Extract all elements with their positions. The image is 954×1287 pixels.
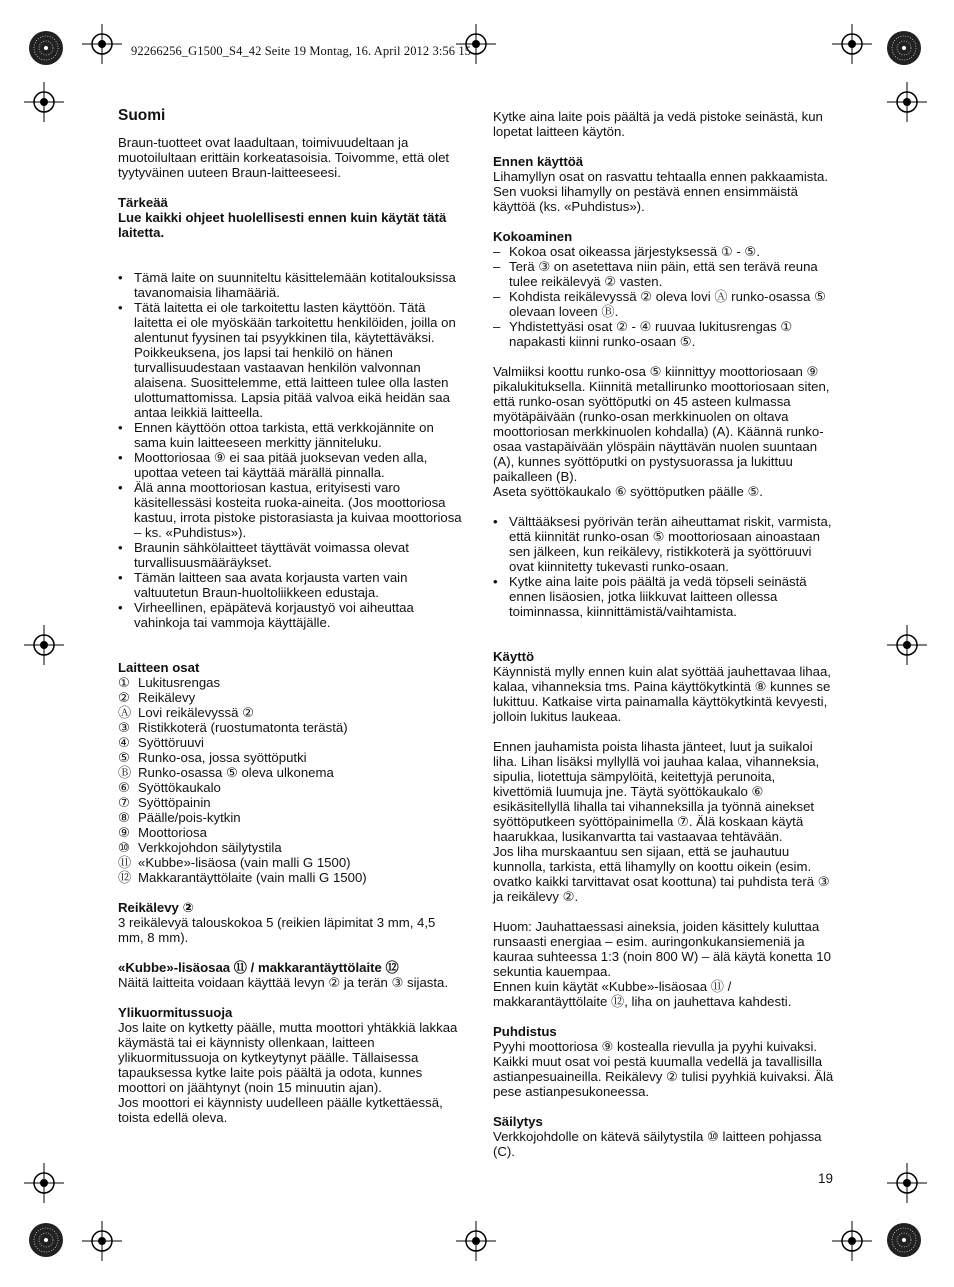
important-text: Lue kaikki ohjeet huolellisesti ennen kuin käytät tätä laitetta. [118, 210, 447, 240]
list-item: – Kokoa osat oikeassa järjestyksessä ① - ⑤. [493, 244, 760, 259]
bullet-icon: • [118, 540, 123, 555]
dash-icon: – [493, 289, 501, 304]
parts-list [118, 675, 463, 885]
warning-list [493, 514, 838, 619]
registration-mark-bottom-right [832, 1221, 872, 1261]
registration-mark-bottom-left [82, 1221, 122, 1261]
print-header: 92266256_G1500_S4_42 Seite 19 Montag, 16. April 2012 3:56 15 [131, 44, 472, 58]
starburst-wheel-bottom-left [28, 1222, 64, 1258]
bullet-icon: • [118, 270, 123, 285]
use-heading: Käyttö [493, 649, 535, 664]
starburst-wheel-top-right [886, 30, 922, 66]
page-number: 19 [818, 1171, 834, 1186]
use-text-1: Käynnistä mylly ennen kuin alat syöttää jauhettavaa lihaa, kalaa, vihanneksia tms. Paina käyttökytkintä ⑧ kunnes se lukittuu. Katkaise virta painamalla käyttökytkintä kevyesti, jolloin lukitus laukeaa. [493, 664, 831, 724]
note-text-2: Ennen kuin käytät «Kubbe»-lisäosaa ⑪ / makkarantäyttölaite ⑫, liha on jauhettava kahdesti. [493, 979, 792, 1009]
parts-row: ④ Syöttöruuvi [118, 735, 204, 750]
note-text-1: Huom: Jauhattaessasi aineksia, joiden käsittely kuluttaa runsaasti energiaa – esim. auringonkukansiemeniä ja kauraa suhteessa 1:3 (noin 800 W) – älä käytä konetta 10 sekuntia kauempaa. [493, 919, 831, 979]
parts-row: ⑥ Syöttökaukalo [118, 780, 221, 795]
overload-text-2: Jos moottori ei käynnisty uudelleen päälle kytkettäessä, toista edellä oleva. [118, 1095, 443, 1125]
parts-row: ② Reikälevy [118, 690, 196, 705]
list-item: • Moottoriosaa ⑨ ei saa pitää juoksevan veden alla, upottaa veteen tai käyttää märällä pinnalla. [118, 450, 428, 480]
list-item: – Kohdista reikälevyssä ② oleva lovi Ⓐ runko-osassa ⑤ olevaan loveen Ⓑ. [493, 289, 826, 319]
right-column [493, 109, 838, 1159]
parts-row: ⑦ Syöttöpainin [118, 795, 211, 810]
assembled-text-2: Aseta syöttökaukalo ⑥ syöttöputken päälle ⑤. [493, 484, 763, 499]
parts-row: ⑤ Runko-osa, jossa syöttöputki [118, 750, 307, 765]
registration-mark-bottom-center [456, 1221, 496, 1261]
plate-heading: Reikälevy ② [118, 900, 194, 915]
parts-row: ⑪ «Kubbe»-lisäosa (vain malli G 1500) [118, 855, 351, 870]
bullet-icon: • [118, 600, 123, 615]
starburst-wheel-top-left [28, 30, 64, 66]
assembly-heading: Kokoaminen [493, 229, 573, 244]
safety-list [118, 270, 463, 630]
list-item: • Älä anna moottoriosan kastua, erityisesti varo käsitellessäsi kosteita ruoka-aineita. (Jos moottoriosa kastuu, irrota pistoke pistorasiasta ja kuivaa moottoriosa – ks. «Puhdistus»). [118, 480, 462, 540]
parts-row: ⑨ Moottoriosa [118, 825, 207, 840]
registration-mark-left-lower [24, 1163, 64, 1203]
bullet-icon: • [118, 450, 123, 465]
use-text-3: Jos liha murskaantuu sen sijaan, että se jauhautuu kunnolla, tarkista, että lihamylly on koottu oikein (esim. ovatko kaikki tarvittavat osat koottuna) tai puhdista terä ③ ja reikälevy ②. [493, 844, 830, 904]
parts-row: Ⓑ Runko-osassa ⑤ oleva ulkonema [118, 765, 334, 780]
parts-row: ⑫ Makkarantäyttölaite (vain malli G 1500) [118, 870, 367, 885]
starburst-wheel-bottom-right [886, 1222, 922, 1258]
assembled-text-1: Valmiiksi koottu runko-osa ⑤ kiinnittyy moottoriosaan ⑨ pikalukituksella. Kiinnitä metallirunko moottoriosaan siten, että runko-osan syöttöputki on 45 asteen kulmassa myötäpäivään (runko-osan merkkinuolen on oltava moottoriosan merkkinuolen kohdalla) (A). Käännä runko-osaa vastapäivään ylöspäin näyttävän nuolen suuntaan (A), kunnes syöttöputki on pystysuorassa ja lukittuu paikalleen (B). [493, 364, 830, 484]
bullet-icon: • [118, 570, 123, 585]
bullet-icon: • [493, 514, 498, 529]
cleaning-text: Pyyhi moottoriosa ⑨ kostealla rievulla ja pyyhi kuivaksi. Kaikki muut osat voi pestä kuumalla vedellä ja tavallisilla astianpesuaineilla. Reikälevy ② tulisi pyyhkiä kuivaksi. Älä pese astianpesukoneessa. [493, 1039, 834, 1099]
registration-mark-top-left [82, 24, 122, 64]
dash-icon: – [493, 319, 501, 334]
parts-heading: Laitteen osat [118, 660, 200, 675]
dash-icon: – [493, 259, 501, 274]
parts-row: ⑧ Päälle/pois-kytkin [118, 810, 241, 825]
kubbe-text: Näitä laitteita voidaan käyttää levyn ② ja terän ③ sijasta. [118, 975, 449, 990]
list-item: • Braunin sähkölaitteet täyttävät voimassa olevat turvallisuusmääräykset. [118, 540, 409, 570]
plate-text: 3 reikälevyä talouskokoa 5 (reikien läpimitat 3 mm, 4,5 mm, 8 mm). [118, 915, 436, 945]
intro-paragraph: Braun-tuotteet ovat laadultaan, toimivuudeltaan ja muotoilultaan erittäin korkeatasoisia. Toivomme, että olet tyytyväinen uuteen Braun-laitteeseesi. [118, 135, 450, 180]
assembly-list [493, 244, 838, 349]
list-item: – Yhdistettyäsi osat ② - ④ ruuvaa lukitusrengas ① napakasti kiinni runko-osaan ⑤. [493, 319, 793, 349]
section-title-suomi: Suomi [118, 107, 166, 124]
cleaning-heading: Puhdistus [493, 1024, 557, 1039]
list-item: • Tämän laitteen saa avata korjausta varten vain valtuutetun Braun-huoltoliikkeen edustaja. [118, 570, 408, 600]
registration-mark-top-right [832, 24, 872, 64]
storage-heading: Säilytys [493, 1114, 543, 1129]
before-use-text: Lihamyllyn osat on rasvattu tehtaalla ennen pakkaamista. Sen vuoksi lihamylly on pestävä ennen ensimmäistä käyttöä (ks. «Puhdistus»). [493, 169, 829, 214]
kubbe-heading: «Kubbe»-lisäosaa ⑪ / makkarantäyttölaite ⑫ [118, 960, 399, 975]
list-item: • Virheellinen, epäpätevä korjaustyö voi aiheuttaa vahinkoja tai vammoja käyttäjälle. [118, 600, 414, 630]
overload-heading: Ylikuormitussuoja [118, 1005, 233, 1020]
bullet-icon: • [493, 574, 498, 589]
left-column [118, 108, 463, 1125]
list-item: • Välttääksesi pyörivän terän aiheuttamat riskit, varmista, että kiinnität runko-osan ⑤ moottoriosaan ainoastaan sen jälkeen, kun reikälevy, ristikkoterä ja syöttöruuvi ovat kiinnitetty tukevasti runko-osaan. [493, 514, 832, 574]
before-use-heading: Ennen käyttöä [493, 154, 584, 169]
list-item: • Tätä laitetta ei ole tarkoitettu lasten käyttöön. Tätä laitetta ei ole myöskään tarkoitettu henkilöiden, joilla on alentunut fyysinen tai psyykkinen tila, käytettäväksi. Poikkeuksena, jos lapsi tai henkilö on hänen turvallisuudestaan vastaavan henkilön valvonnan alaisena. Suosittelemme, että laitteen tulee olla lasten ulottumattomissa. Lapsia pitää valvoa eikä heidän saa antaa leikkiä laitteella. [118, 300, 456, 420]
list-item: • Ennen käyttöön ottoa tarkista, että verkkojännite on sama kuin laitteeseen merkitty jänniteluku. [118, 420, 434, 450]
parts-row: ① Lukitusrengas [118, 675, 221, 690]
registration-mark-left-upper [24, 82, 64, 122]
registration-mark-right-middle [887, 625, 927, 665]
parts-row: ③ Ristikkoterä (ruostumatonta terästä) [118, 720, 348, 735]
bullet-icon: • [118, 300, 123, 315]
list-item: • Kytke aina laite pois päältä ja vedä töpseli seinästä ennen lisäosien, jotka liikkuvat laitteen ollessa toiminnassa, kiinnittämistä/vaihtamista. [493, 574, 807, 619]
right-intro: Kytke aina laite pois päältä ja vedä pistoke seinästä, kun lopetat laitteen käytön. [493, 109, 823, 139]
dash-icon: – [493, 244, 501, 259]
registration-mark-right-lower [887, 1163, 927, 1203]
use-text-2: Ennen jauhamista poista lihasta jänteet, luut ja suikaloi liha. Lihan lisäksi myllyllä voi jauhaa kalaa, vihanneksia, sipulia, liotettuja sämpylöitä, keitettyjä perunoita, kivettömiä luumuja jne. Täytä syöttökaukalo ⑥ esikäsitellyllä lihalla tai vihanneksilla ja työnnä ainekset syöttöputkeen syöttöpainimella ⑦. Älä koskaan käytä haarukkaa, lusikanvartta tai vastaavaa tehtävään. [493, 739, 820, 844]
list-item: • Tämä laite on suunniteltu käsittelemään kotitalouksissa tavanomaisia lihamääriä. [118, 270, 456, 300]
overload-text-1: Jos laite on kytketty päälle, mutta moottori yhtäkkiä lakkaa käymästä tai ei käynnisty ollenkaan, laitteen ylikuormitussuoja on kytkeytynyt päälle. Tällaisessa tapauksessa kytke laite pois päältä ja odota, kunnes moottori on jäähtynyt (noin 15 minuutin ajan). [118, 1020, 458, 1095]
bullet-icon: • [118, 480, 123, 495]
important-heading: Tärkeää [118, 195, 168, 210]
registration-mark-left-middle [24, 625, 64, 665]
parts-row: ⑩ Verkkojohdon säilytystila [118, 840, 282, 855]
storage-text: Verkkojohdolle on kätevä säilytystila ⑩ laitteen pohjassa (C). [493, 1129, 822, 1159]
parts-row: Ⓐ Lovi reikälevyssä ② [118, 705, 254, 720]
bullet-icon: • [118, 420, 123, 435]
registration-mark-right-upper [887, 82, 927, 122]
list-item: – Terä ③ on asetettava niin päin, että sen terävä reuna tulee reikälevyä ② vasten. [493, 259, 818, 289]
